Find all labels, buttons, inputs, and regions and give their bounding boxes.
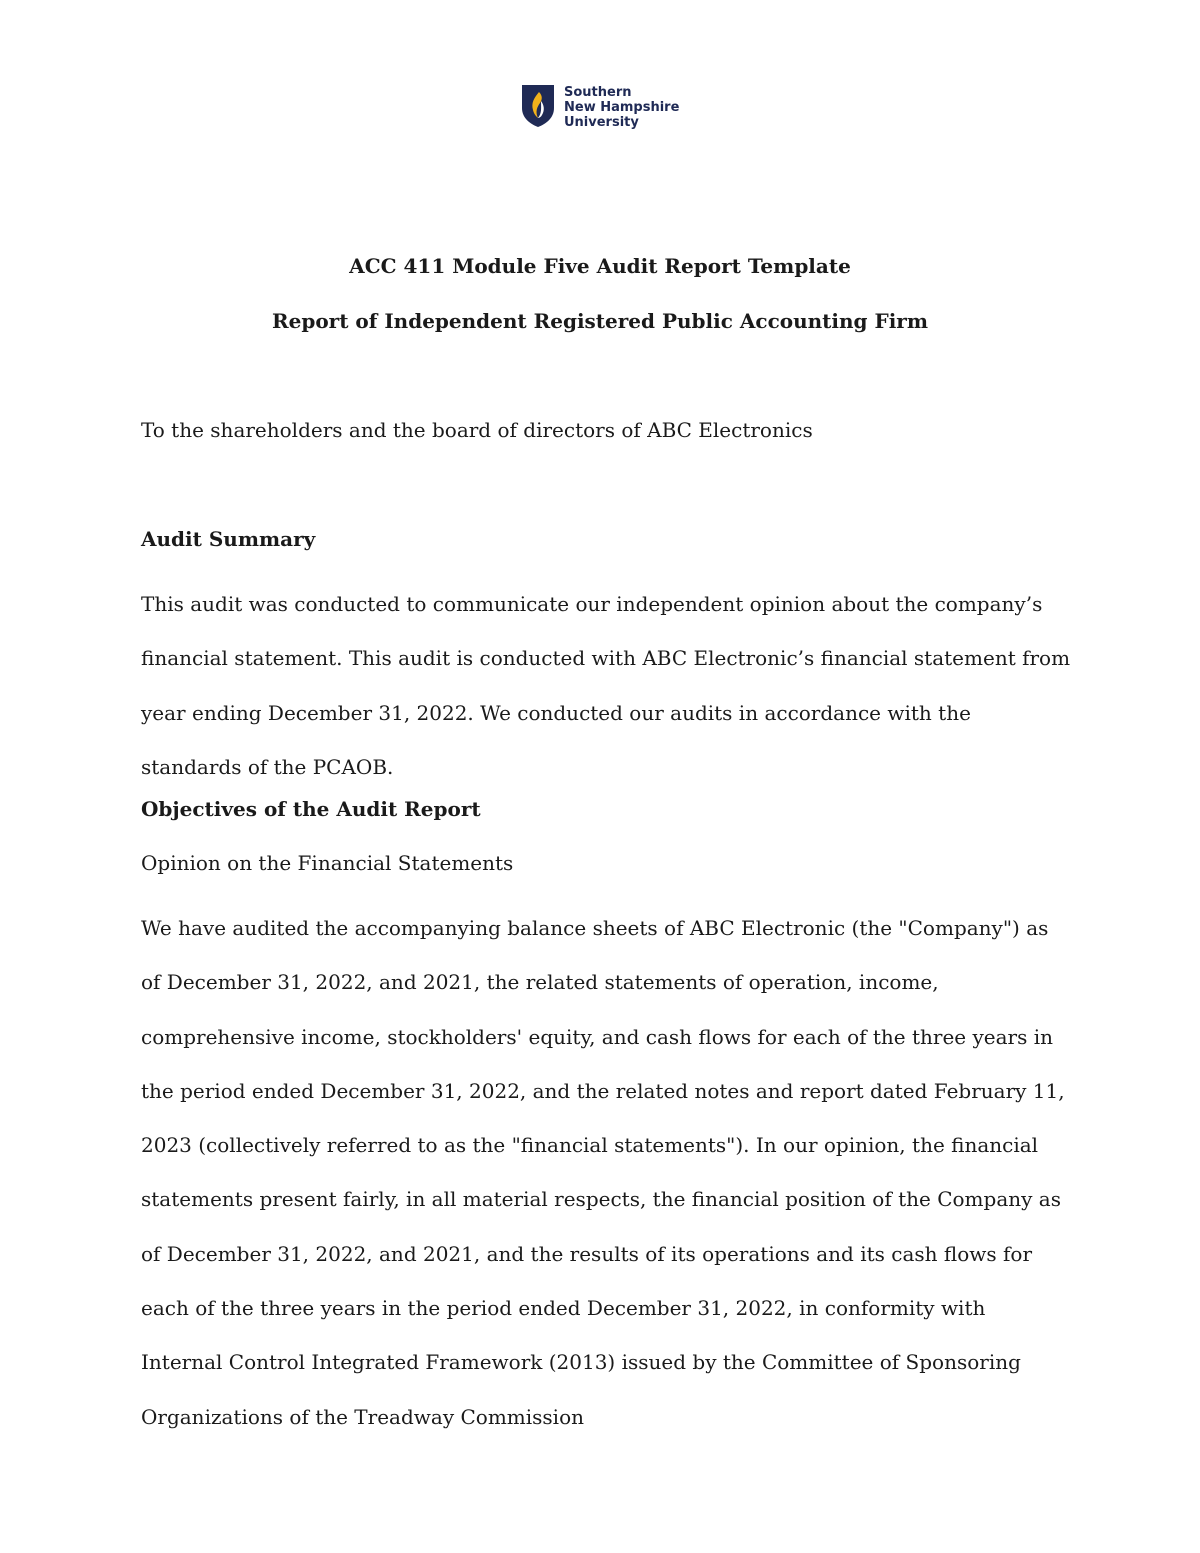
salutation: To the shareholders and the board of directors of ABC Electronics xyxy=(141,418,813,442)
audit-summary-heading: Audit Summary xyxy=(141,527,316,551)
logo-wordmark xyxy=(564,85,679,130)
logo-line-2: New Hampshire xyxy=(564,100,680,115)
shield-flame-icon xyxy=(521,84,555,128)
university-logo xyxy=(521,84,679,130)
objectives-heading: Objectives of the Audit Report xyxy=(141,797,481,821)
audit-summary-body: This audit was conducted to communicate our independent opinion about the company’s financial statement. This audit is conducted with ABC Electronic’s financial statement from year ending December 31, 2022. We conducted our audits in accordance with the standards of the PCAOB. xyxy=(141,592,1071,779)
document-subtitle: Report of Independent Registered Public Accounting Firm xyxy=(272,309,928,333)
opinion-body: We have audited the accompanying balance sheets of ABC Electronic (the "Company") as of December 31, 2022, and 2021, the related statements of operation, income, comprehensive income, stockholders' equity, and cash flows for each of the three years in the period ended December 31, 2022, and the related notes and report dated February 11, 2023 (collectively referred to as the "financial statements"). In our opinion, the financial statements present fairly, in all material respects, the financial position of the Company as of December 31, 2022, and 2021, and the results of its operations and its cash flows for each of the three years in the period ended December 31, 2022, in conformity with Internal Control Integrated Framework (2013) issued by the Committee of Sponsoring Organizations of the Treadway Commission xyxy=(141,916,1065,1429)
document-title: ACC 411 Module Five Audit Report Template xyxy=(349,254,851,278)
logo-line-1: Southern xyxy=(564,85,632,100)
opinion-subheading: Opinion on the Financial Statements xyxy=(141,851,514,875)
logo-line-3: University xyxy=(564,115,639,130)
